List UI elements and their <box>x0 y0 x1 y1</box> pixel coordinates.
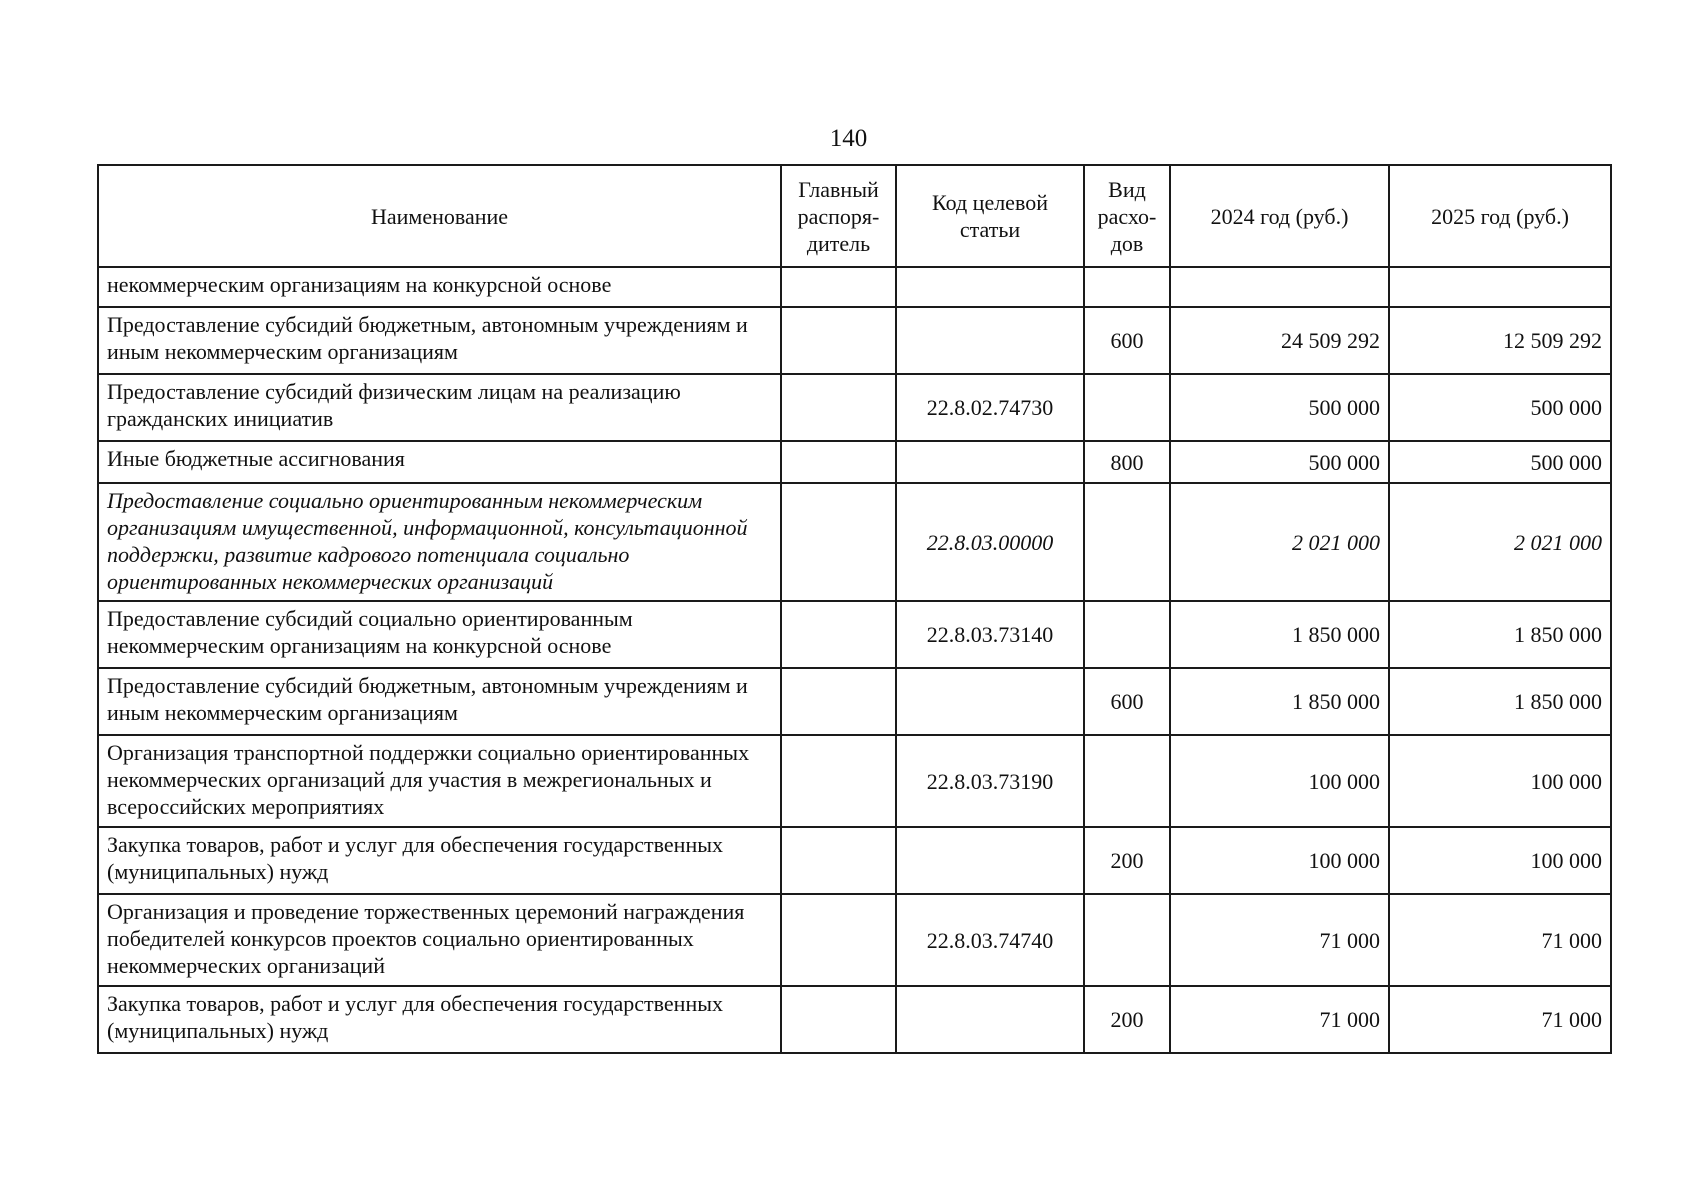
cell-year-2024: 2 021 000 <box>1170 483 1389 601</box>
cell-expense-type: 600 <box>1084 668 1170 735</box>
table-row <box>98 374 1611 441</box>
cell-target-code: 22.8.03.74740 <box>896 894 1084 986</box>
cell-name: Предоставление субсидий социально ориентированным некоммерческим организациям на конкурсной основе <box>98 601 781 668</box>
cell-name: Предоставление субсидий бюджетным, автономным учреждениям и иным некоммерческим организациям <box>98 307 781 374</box>
page-number: 140 <box>829 125 868 152</box>
cell-chief-manager <box>781 441 896 483</box>
cell-year-2024: 100 000 <box>1170 827 1389 894</box>
table-row <box>98 735 1611 827</box>
cell-year-2025: 500 000 <box>1389 441 1611 483</box>
cell-name: Иные бюджетные ассигнования <box>98 441 781 483</box>
budget-table <box>97 164 1612 1054</box>
cell-year-2024 <box>1170 267 1389 307</box>
table-row <box>98 668 1611 735</box>
cell-year-2024: 71 000 <box>1170 986 1389 1053</box>
cell-expense-type <box>1084 601 1170 668</box>
cell-target-code <box>896 668 1084 735</box>
cell-year-2024: 1 850 000 <box>1170 668 1389 735</box>
table-row <box>98 986 1611 1053</box>
table-header-row <box>98 165 1611 267</box>
header-chief-manager: Главный распоря-дитель <box>781 165 896 267</box>
header-target-code: Код целевой статьи <box>896 165 1084 267</box>
cell-year-2025: 2 021 000 <box>1389 483 1611 601</box>
header-name: Наименование <box>98 165 781 267</box>
cell-target-code: 22.8.02.74730 <box>896 374 1084 441</box>
cell-expense-type <box>1084 735 1170 827</box>
cell-year-2025: 1 850 000 <box>1389 601 1611 668</box>
cell-chief-manager <box>781 601 896 668</box>
cell-chief-manager <box>781 307 896 374</box>
cell-chief-manager <box>781 986 896 1053</box>
header-year-2024: 2024 год (руб.) <box>1170 165 1389 267</box>
cell-chief-manager <box>781 374 896 441</box>
cell-expense-type <box>1084 374 1170 441</box>
cell-year-2025: 100 000 <box>1389 735 1611 827</box>
table-row <box>98 483 1611 601</box>
cell-year-2024: 71 000 <box>1170 894 1389 986</box>
cell-year-2024: 1 850 000 <box>1170 601 1389 668</box>
cell-year-2025: 500 000 <box>1389 374 1611 441</box>
cell-chief-manager <box>781 827 896 894</box>
cell-name: Организация и проведение торжественных церемоний награждения победителей конкурсов проектов социально ориентированных некоммерческих организаций <box>98 894 781 986</box>
cell-name: Закупка товаров, работ и услуг для обеспечения государственных (муниципальных) нужд <box>98 827 781 894</box>
cell-chief-manager <box>781 483 896 601</box>
cell-target-code <box>896 441 1084 483</box>
table-row <box>98 601 1611 668</box>
cell-year-2025: 1 850 000 <box>1389 668 1611 735</box>
cell-target-code <box>896 827 1084 894</box>
cell-name: Закупка товаров, работ и услуг для обеспечения государственных (муниципальных) нужд <box>98 986 781 1053</box>
cell-expense-type: 200 <box>1084 827 1170 894</box>
table-row <box>98 307 1611 374</box>
cell-chief-manager <box>781 668 896 735</box>
header-expense-type: Вид расхо-дов <box>1084 165 1170 267</box>
table-row <box>98 894 1611 986</box>
cell-expense-type: 200 <box>1084 986 1170 1053</box>
table-row <box>98 827 1611 894</box>
cell-year-2025: 100 000 <box>1389 827 1611 894</box>
cell-target-code: 22.8.03.73140 <box>896 601 1084 668</box>
cell-target-code: 22.8.03.00000 <box>896 483 1084 601</box>
cell-target-code: 22.8.03.73190 <box>896 735 1084 827</box>
cell-name: Предоставление социально ориентированным некоммерческим организациям имущественной, информационной, консультационной поддержки, развитие кадрового потенциала социально ориентированных некоммерческих организаций <box>98 483 781 601</box>
cell-target-code <box>896 986 1084 1053</box>
cell-name: Предоставление субсидий физическим лицам на реализацию гражданских инициатив <box>98 374 781 441</box>
cell-chief-manager <box>781 735 896 827</box>
cell-expense-type: 800 <box>1084 441 1170 483</box>
cell-name: Организация транспортной поддержки социально ориентированных некоммерческих организаций для участия в межрегиональных и всероссийских мероприятиях <box>98 735 781 827</box>
cell-target-code <box>896 267 1084 307</box>
table-row <box>98 441 1611 483</box>
header-year-2025: 2025 год (руб.) <box>1389 165 1611 267</box>
cell-chief-manager <box>781 267 896 307</box>
cell-year-2024: 500 000 <box>1170 441 1389 483</box>
cell-expense-type <box>1084 483 1170 601</box>
cell-year-2025: 71 000 <box>1389 986 1611 1053</box>
cell-expense-type: 600 <box>1084 307 1170 374</box>
cell-expense-type <box>1084 894 1170 986</box>
cell-target-code <box>896 307 1084 374</box>
cell-year-2025: 12 509 292 <box>1389 307 1611 374</box>
table-body <box>98 267 1611 1053</box>
cell-year-2024: 24 509 292 <box>1170 307 1389 374</box>
cell-year-2025 <box>1389 267 1611 307</box>
table-row <box>98 267 1611 307</box>
cell-year-2024: 500 000 <box>1170 374 1389 441</box>
cell-name: Предоставление субсидий бюджетным, автономным учреждениям и иным некоммерческим организациям <box>98 668 781 735</box>
cell-expense-type <box>1084 267 1170 307</box>
cell-year-2025: 71 000 <box>1389 894 1611 986</box>
cell-chief-manager <box>781 894 896 986</box>
cell-name: некоммерческим организациям на конкурсной основе <box>98 267 781 307</box>
cell-year-2024: 100 000 <box>1170 735 1389 827</box>
